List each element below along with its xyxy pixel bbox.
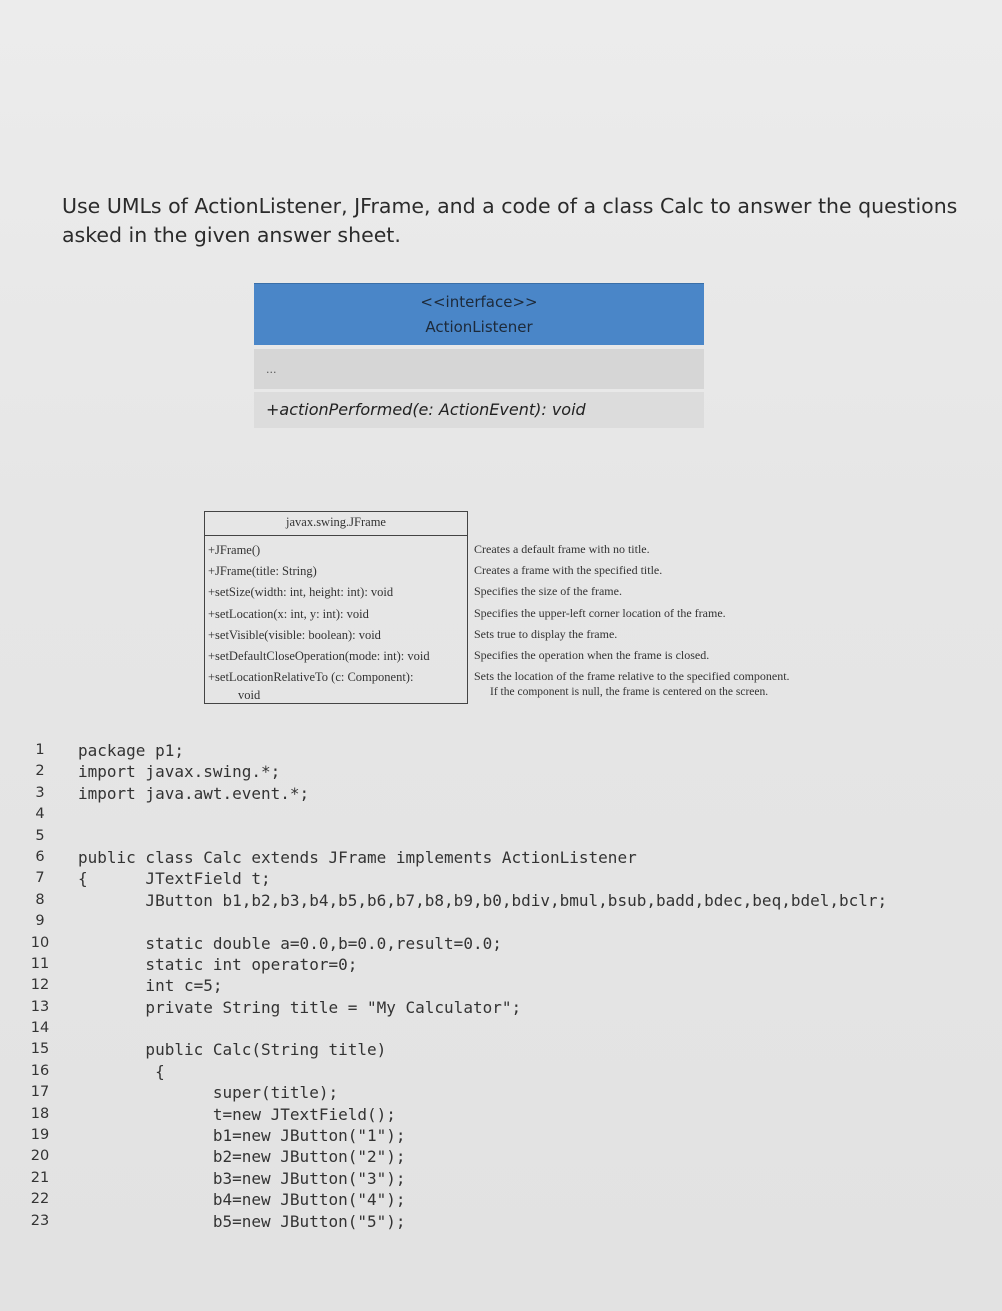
description-line: Sets true to display the frame.: [474, 626, 618, 641]
line-number: 5: [35, 827, 45, 844]
code-line: [0, 997, 1002, 1018]
code-line: [0, 911, 1002, 932]
code-text: b3=new JButton("3");: [78, 1168, 406, 1188]
code-line: [0, 975, 1002, 996]
code-line: [0, 1018, 1002, 1039]
code-text: static double a=0.0,b=0.0,result=0.0;: [78, 933, 502, 953]
uml-header: [254, 283, 704, 345]
code-text: {: [78, 1061, 165, 1081]
line-number: 20: [30, 1148, 50, 1165]
uml-stereotype: <<interface>>: [420, 292, 538, 311]
uml-method: +actionPerformed(e: ActionEvent): void: [254, 392, 704, 428]
description-line: Specifies the upper-left corner location of the frame.: [474, 605, 726, 620]
line-number: 9: [35, 913, 45, 930]
uml-class-name: javax.swing.JFrame: [205, 512, 467, 536]
code-line: [0, 1189, 1002, 1210]
code-line: [0, 1125, 1002, 1146]
line-number: 12: [30, 977, 50, 994]
code-line: [0, 761, 1002, 782]
line-number: 1: [35, 742, 45, 758]
code-line: [0, 933, 1002, 954]
instructions-text: Use UMLs of ActionListener, JFrame, and a code of a class Calc to answer the questions asked in the given answer sheet.: [62, 194, 958, 247]
line-number: 19: [30, 1127, 50, 1144]
code-line: [0, 783, 1002, 804]
uml-member: +JFrame(title: String): [208, 564, 317, 579]
code-line: [0, 740, 1002, 761]
line-number: 13: [30, 998, 50, 1015]
description-line: Creates a frame with the specified title.: [474, 563, 663, 578]
uml-class-name: ActionListener: [425, 317, 533, 336]
code-text: import java.awt.event.*;: [78, 783, 310, 803]
code-line: [0, 847, 1002, 868]
description-line: Specifies the size of the frame.: [474, 584, 622, 599]
line-number: 15: [30, 1041, 50, 1058]
uml-member: void: [238, 688, 261, 703]
line-number: 10: [30, 934, 50, 951]
line-number: 6: [35, 848, 45, 865]
code-line: [0, 1039, 1002, 1060]
code-text: JButton b1,b2,b3,b4,b5,b6,b7,b8,b9,b0,bdiv,bmul,bsub,badd,bdec,beq,bdel,bclr;: [78, 890, 888, 910]
code-text: b1=new JButton("1");: [78, 1126, 406, 1146]
code-text: public Calc(String title): [78, 1040, 387, 1060]
line-number: 22: [30, 1191, 50, 1208]
line-number: 21: [30, 1169, 50, 1186]
code-text: t=new JTextField();: [78, 1104, 396, 1124]
uml-member: +setVisible(visible: boolean): void: [208, 627, 381, 642]
line-number: 7: [35, 870, 45, 887]
line-number: 11: [30, 955, 50, 972]
code-text: private String title = "My Calculator";: [78, 997, 522, 1017]
line-number: 17: [30, 1084, 50, 1101]
line-number: 18: [30, 1105, 50, 1122]
code-line: [0, 1146, 1002, 1167]
code-text: b2=new JButton("2");: [78, 1147, 406, 1167]
code-line: [0, 868, 1002, 889]
line-number: 2: [35, 763, 45, 780]
code-line: [0, 804, 1002, 825]
code-text: { JTextField t;: [78, 869, 271, 889]
uml-member: +setSize(width: int, height: int): void: [208, 585, 394, 600]
jframe-uml: [204, 511, 468, 704]
code-line: [0, 954, 1002, 975]
code-line: [0, 890, 1002, 911]
uml-member: +setDefaultCloseOperation(mode: int): void: [208, 648, 430, 663]
code-line: [0, 1104, 1002, 1125]
line-number: 3: [35, 784, 45, 801]
uml-members: [205, 536, 467, 704]
code-text: int c=5;: [78, 976, 223, 996]
uml-member: +setLocation(x: int, y: int): void: [208, 606, 369, 621]
uml-member: +JFrame(): [208, 543, 261, 557]
line-number: 16: [30, 1062, 50, 1079]
code-line: [0, 1211, 1002, 1232]
line-number: 23: [30, 1212, 50, 1229]
actionlistener-uml: [254, 283, 704, 428]
code-line: [0, 1168, 1002, 1189]
line-number: 4: [35, 806, 45, 823]
code-text: import javax.swing.*;: [78, 762, 281, 782]
code-listing: [0, 740, 1002, 1232]
line-number: 14: [30, 1020, 50, 1037]
code-text: static int operator=0;: [78, 954, 358, 974]
description-line: Sets the location of the frame relative to the specified component.: [474, 669, 790, 684]
code-text: package p1;: [78, 741, 184, 760]
code-text: b4=new JButton("4");: [78, 1190, 406, 1210]
description-line: Creates a default frame with no title.: [474, 542, 650, 556]
description-line: If the component is null, the frame is centered on the screen.: [490, 686, 769, 699]
jframe-descriptions: [474, 539, 854, 703]
code-text: b5=new JButton("5");: [78, 1211, 406, 1231]
line-number: 8: [35, 891, 45, 908]
code-text: public class Calc extends JFrame implements ActionListener: [78, 847, 637, 867]
uml-attributes: ...: [254, 349, 704, 389]
code-line: [0, 1061, 1002, 1082]
description-line: Specifies the operation when the frame is closed.: [474, 647, 710, 662]
uml-member: +setLocationRelativeTo (c: Component):: [208, 670, 414, 685]
code-line: [0, 826, 1002, 847]
code-line: [0, 1082, 1002, 1103]
code-text: super(title);: [78, 1083, 339, 1103]
